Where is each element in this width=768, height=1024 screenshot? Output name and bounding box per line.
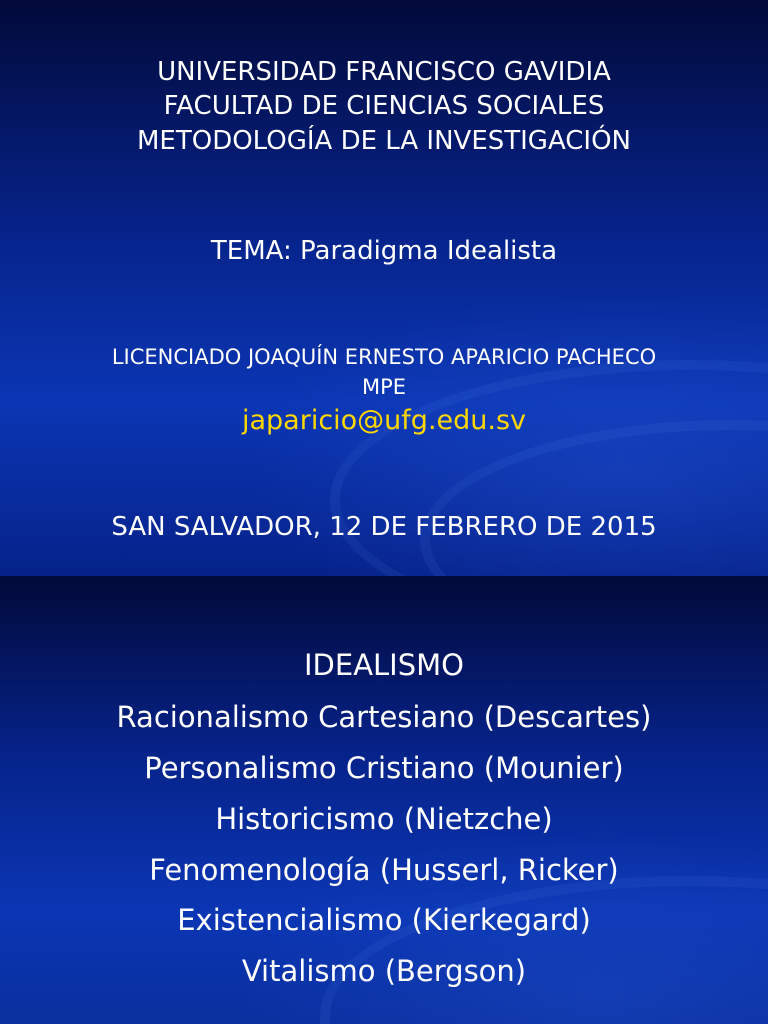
list-item: Racionalismo Cartesiano (Descartes) <box>116 700 652 734</box>
list-item: Fenomenología (Husserl, Ricker) <box>149 853 619 887</box>
lecturer-degree: MPE <box>361 375 407 399</box>
course-name: METODOLOGÍA DE LA INVESTIGACIÓN <box>136 126 632 156</box>
slide-title: IDEALISMO <box>303 648 464 682</box>
place-date: SAN SALVADOR, 12 DE FEBRERO DE 2015 <box>111 512 657 542</box>
university-name: UNIVERSIDAD FRANCISCO GAVIDIA <box>157 57 611 87</box>
lecturer-email: japaricio@ufg.edu.sv <box>241 405 527 436</box>
topic-title: TEMA: Paradigma Idealista <box>210 236 558 266</box>
list-item: Personalismo Cristiano (Mounier) <box>144 751 624 785</box>
list-item: Existencialismo (Kierkegard) <box>177 903 591 937</box>
content-slide <box>0 576 768 1024</box>
faculty-name: FACULTAD DE CIENCIAS SOCIALES <box>163 91 605 121</box>
lecturer-name: LICENCIADO JOAQUÍN ERNESTO APARICIO PACHECO <box>111 345 657 369</box>
list-item: Vitalismo (Bergson) <box>241 954 527 988</box>
list-item: Historicismo (Nietzche) <box>215 802 553 836</box>
background-swoosh <box>320 876 768 1024</box>
